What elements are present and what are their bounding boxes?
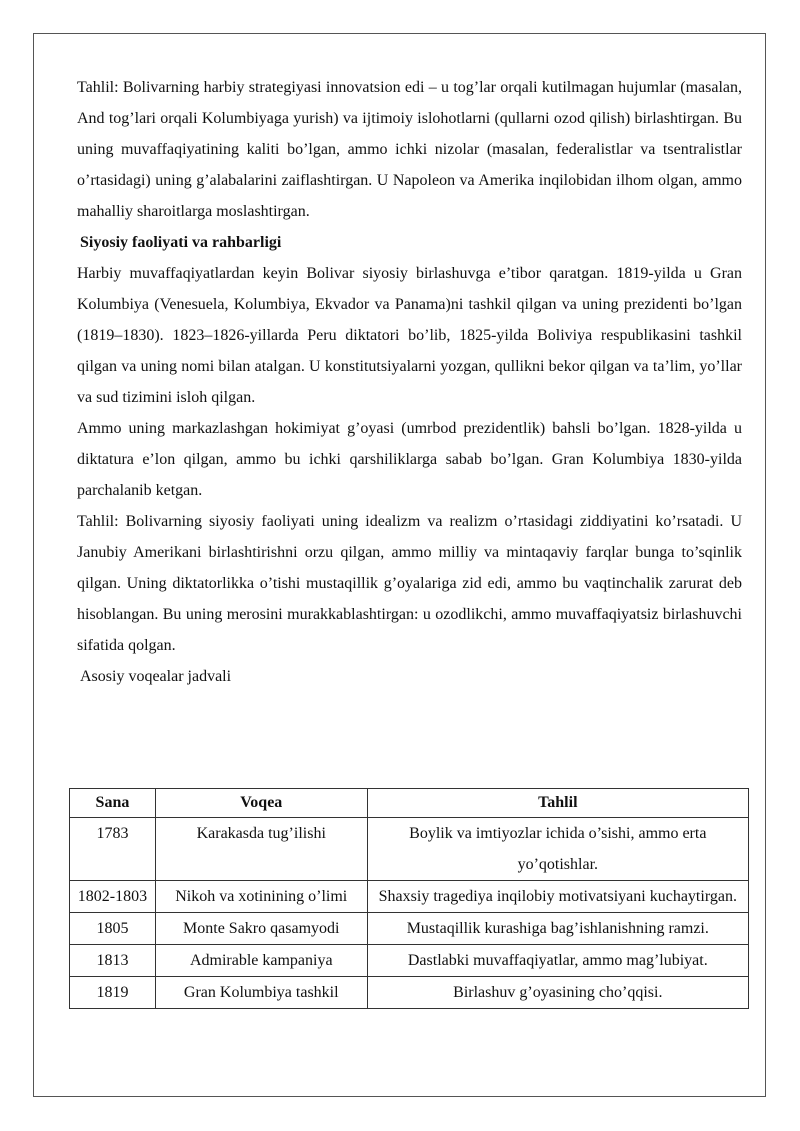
document-body (77, 72, 742, 692)
cell-analysis: Mustaqillik kurashiga bag’ishlanishning ramzi. (367, 913, 748, 945)
table-row (70, 818, 749, 881)
table-row (70, 913, 749, 945)
cell-analysis: Dastlabki muvaffaqiyatlar, ammo mag’lubiyat. (367, 945, 748, 977)
table-caption: Asosiy voqealar jadvali (80, 668, 232, 685)
cell-date: 1813 (70, 945, 156, 977)
events-table (69, 788, 749, 1009)
cell-event: Karakasda tug’ilishi (155, 818, 367, 881)
analysis-paragraph-political: Tahlil: Bolivarning siyosiy faoliyati uning idealizm va realizm o’rtasidagi ziddiyatini ko’rsatadi. U Janubiy Amerikani birlashtirishni orzu qilgan, ammo milliy va mintaqaviy farqlar bunga to’sqinlik qilgan. Uning diktatorlikka o’tishi mustaqillik g’oyalariga zid edi, ammo bu vaqtinchalik zarurat deb hisoblangan. Bu uning merosini murakkablashtirgan: u ozodlikchi, ammo muvaffaqiyatsiz birlashuvchi sifatida qolgan. (77, 513, 742, 654)
cell-event: Monte Sakro qasamyodi (155, 913, 367, 945)
cell-date: 1805 (70, 913, 156, 945)
cell-event: Gran Kolumbiya tashkil (155, 977, 367, 1009)
cell-date: 1783 (70, 818, 156, 881)
header-date: Sana (70, 789, 156, 818)
cell-event: Nikoh va xotinining o’limi (155, 881, 367, 913)
cell-event: Admirable kampaniya (155, 945, 367, 977)
analysis-paragraph-military: Tahlil: Bolivarning harbiy strategiyasi innovatsion edi – u tog’lar orqali kutilmagan hujumlar (masalan, And tog’lari orqali Kolumbiyaga yurish) va ijtimoiy islohotlarni (qullarni ozod qilish) birlashtirgan. Bu uning muvaffaqiyatining kaliti bo’lgan, ammo ichki nizolar (masalan, federalistlar va tsentralistlar o’rtasidagi) uning g’alabalarini zaiflashtirgan. U Napoleon va Amerika inqilobidan ilhom olgan, ammo mahalliy sharoitlarga moslashtirgan. (77, 79, 742, 220)
paragraph-political-activity: Harbiy muvaffaqiyatlardan keyin Bolivar siyosiy birlashuvga e’tibor qaratgan. 1819-yilda u Gran Kolumbiya (Venesuela, Kolumbiya, Ekvador va Panama)ni tashkil qilgan va uning prezidenti bo’lgan (1819–1830). 1823–1826-yillarda Peru diktatori bo’lib, 1825-yilda Boliviya respublikasini tashkil qilgan va uning nomi bilan atalgan. U konstitutsiyalarni yozgan, qullikni bekor qilgan va ta’lim, yo’llar va sud tizimini isloh qilgan. (77, 265, 742, 406)
header-event: Voqea (155, 789, 367, 818)
cell-analysis: Boylik va imtiyozlar ichida o’sishi, ammo erta yo’qotishlar. (367, 818, 748, 881)
header-analysis: Tahlil (367, 789, 748, 818)
cell-analysis: Shaxsiy tragediya inqilobiy motivatsiyani kuchaytirgan. (367, 881, 748, 913)
cell-date: 1802-1803 (70, 881, 156, 913)
cell-analysis: Birlashuv g’oyasining cho’qqisi. (367, 977, 748, 1009)
table-header-row (70, 789, 749, 818)
table-row (70, 977, 749, 1009)
table-row (70, 945, 749, 977)
section-heading: Siyosiy faoliyati va rahbarligi (80, 234, 282, 251)
table-row (70, 881, 749, 913)
cell-date: 1819 (70, 977, 156, 1009)
paragraph-centralized-power: Ammo uning markazlashgan hokimiyat g’oyasi (umrbod prezidentlik) bahsli bo’lgan. 1828-yilda u diktatura e’lon qilgan, ammo bu ichki qarshiliklarga sabab bo’lgan. Gran Kolumbiya 1830-yilda parchalanib ketgan. (77, 420, 742, 499)
